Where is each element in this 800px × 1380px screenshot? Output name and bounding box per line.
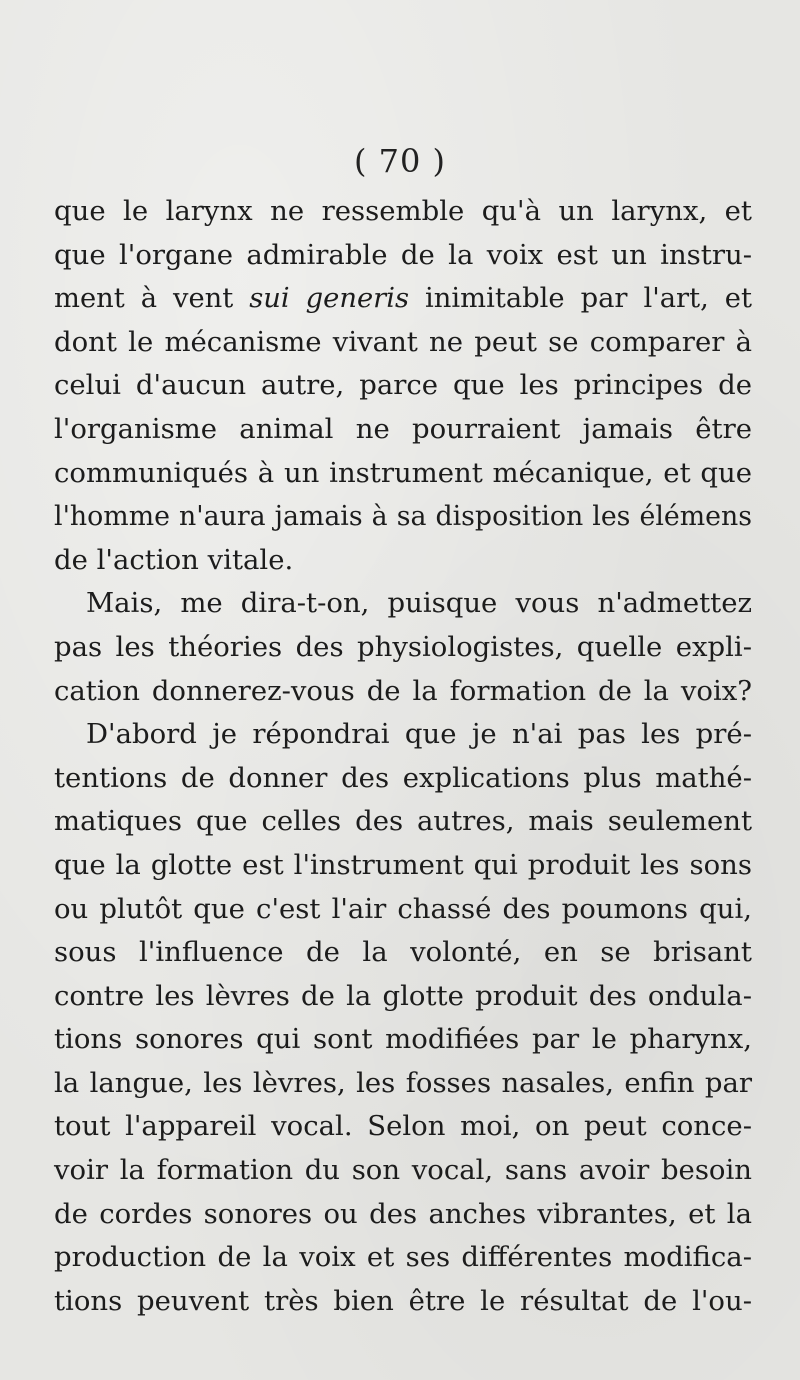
text-line: l'homme n'aura jamais à sa disposition les élémens: [54, 501, 752, 533]
text-line: production de la voix et ses différentes modifica-: [54, 1241, 752, 1274]
text-line: tout l'appareil vocal. Selon moi, on peut conce-: [54, 1110, 752, 1143]
text-line: la langue, les lèvres, les fosses nasales, enfin par: [54, 1066, 752, 1099]
text-line: que l'organe admirable de la voix est un instru-: [54, 238, 752, 271]
text-line: pas les théories des physiologistes, quelle expli-: [54, 630, 752, 663]
text-line: communiqués à un instrument mécanique, et que: [54, 456, 752, 489]
text-line: contre les lèvres de la glotte produit des ondula-: [54, 979, 752, 1012]
text-line: l'organisme animal ne pourraient jamais être: [54, 412, 752, 445]
text-line: matiques que celles des autres, mais seulement: [54, 805, 752, 838]
text-line: tions peuvent très bien être le résultat de l'ou-: [54, 1284, 752, 1317]
page-number: ( 70 ): [353, 142, 447, 180]
text-line: sous l'influence de la volonté, en se brisant: [54, 936, 752, 969]
text-fragment: inimitable par l'art, et: [409, 283, 752, 315]
text-line: de l'action vitale.: [54, 543, 294, 576]
italic-term: sui generis: [249, 283, 410, 315]
text-line: D'abord je répondrai que je n'ai pas les pré-: [86, 718, 752, 751]
text-line: que le larynx ne ressemble qu'à un larynx, et: [54, 195, 752, 227]
text-line: celui d'aucun autre, parce que les principes de: [54, 369, 752, 402]
text-line: tions sonores qui sont modifiées par le pharynx,: [54, 1023, 752, 1056]
text-line: dont le mécanisme vivant ne peut se comparer à: [54, 325, 752, 358]
text-line: voir la formation du son vocal, sans avoir besoin: [54, 1154, 752, 1187]
text-fragment: ment à vent: [54, 283, 250, 315]
text-line: cation donnerez-vous de la formation de la voix?: [54, 674, 752, 707]
text-line: tentions de donner des explications plus mathé-: [54, 761, 752, 794]
text-line: de cordes sonores ou des anches vibrantes, et la: [54, 1197, 752, 1230]
text-line: ou plutôt que c'est l'air chassé des poumons qui,: [54, 892, 752, 925]
body-text: [54, 190, 752, 1323]
text-line: [54, 277, 752, 321]
text-line: Mais, me dira-t-on, puisque vous n'admettez: [86, 587, 752, 620]
text-line: que la glotte est l'instrument qui produit les sons: [54, 848, 752, 881]
